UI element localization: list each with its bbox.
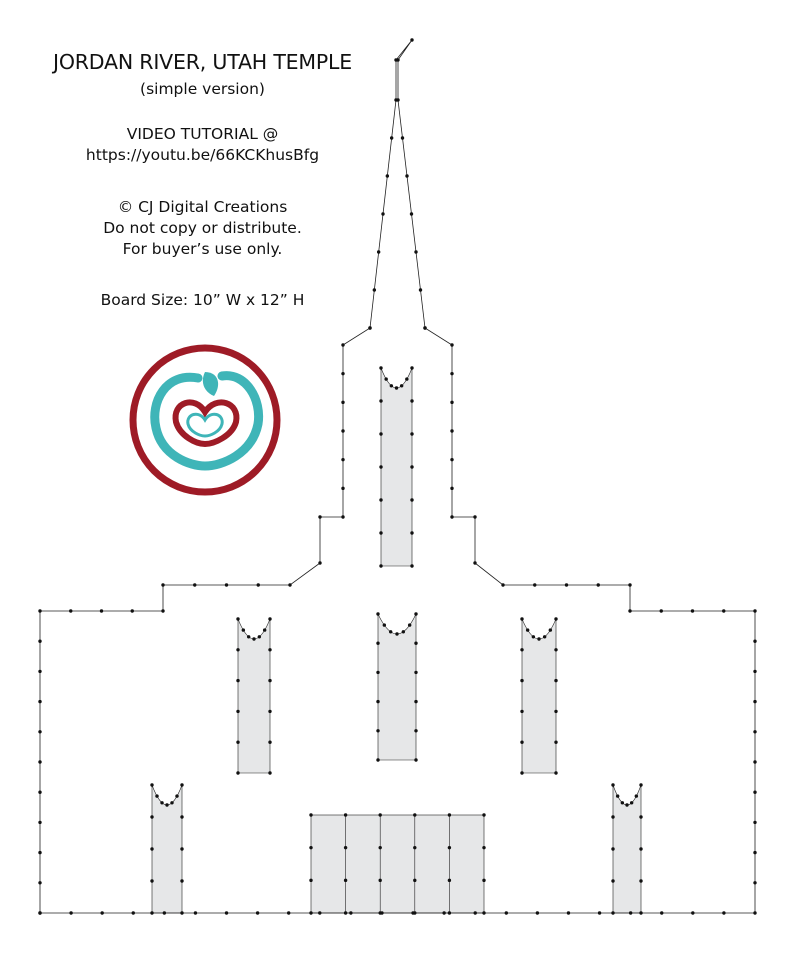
nail-point — [341, 458, 344, 461]
nail-point — [753, 700, 756, 703]
nail-point — [549, 628, 552, 631]
nail-point — [344, 846, 347, 849]
nail-point — [532, 635, 535, 638]
nail-point — [268, 771, 271, 774]
nail-point — [165, 803, 168, 806]
nail-point — [38, 609, 41, 612]
entrance-doors-panel — [311, 815, 484, 913]
nail-point — [448, 846, 451, 849]
nail-point — [611, 911, 614, 914]
nail-point — [379, 366, 382, 369]
nail-point — [318, 561, 321, 564]
left-window-panel — [238, 619, 270, 773]
nail-point — [448, 879, 451, 882]
nail-point — [628, 609, 631, 612]
nail-point — [384, 377, 387, 380]
nail-point — [38, 851, 41, 854]
nail-point — [344, 813, 347, 816]
nail-point — [288, 583, 291, 586]
nail-point — [386, 174, 389, 177]
nail-point — [381, 212, 384, 215]
nail-point — [163, 911, 166, 914]
nail-point — [630, 801, 633, 804]
nail-point — [309, 846, 312, 849]
nail-point — [533, 583, 536, 586]
nail-point — [414, 700, 417, 703]
nail-point — [38, 760, 41, 763]
nail-point — [194, 911, 197, 914]
nail-point — [376, 729, 379, 732]
nail-point — [536, 911, 539, 914]
nail-point — [482, 813, 485, 816]
nail-point — [520, 679, 523, 682]
nail-point — [379, 564, 382, 567]
nail-point — [413, 846, 416, 849]
nail-point — [175, 794, 178, 797]
nail-point — [405, 174, 408, 177]
nail-point — [247, 635, 250, 638]
nail-point — [450, 372, 453, 375]
nail-point — [236, 771, 239, 774]
cj-digital-creations-logo-icon — [133, 348, 277, 492]
nail-point — [242, 628, 245, 631]
nail-point — [520, 648, 523, 651]
logo-inner-heart — [188, 414, 222, 436]
nail-point — [236, 741, 239, 744]
nail-point — [408, 623, 411, 626]
nail-point — [520, 710, 523, 713]
nail-point — [268, 710, 271, 713]
nail-point — [38, 881, 41, 884]
nail-point — [150, 911, 153, 914]
nail-point — [161, 609, 164, 612]
nail-point — [390, 136, 393, 139]
nail-point — [309, 911, 312, 914]
nail-point — [410, 564, 413, 567]
nail-point — [376, 612, 379, 615]
nail-point — [639, 815, 642, 818]
nail-point — [379, 498, 382, 501]
nail-point — [414, 642, 417, 645]
nail-point — [691, 911, 694, 914]
nail-point — [263, 628, 266, 631]
nail-point — [236, 679, 239, 682]
nail-point — [621, 801, 624, 804]
nail-point — [520, 617, 523, 620]
nail-point — [379, 879, 382, 882]
nail-point — [473, 515, 476, 518]
nail-point — [349, 911, 352, 914]
nail-point — [150, 783, 153, 786]
logo-teal-leaf — [203, 372, 218, 396]
nail-point — [448, 911, 451, 914]
nail-point — [442, 911, 445, 914]
nail-point — [236, 710, 239, 713]
nail-point — [474, 911, 477, 914]
nail-point — [629, 911, 632, 914]
nail-point — [376, 758, 379, 761]
nail-point — [180, 879, 183, 882]
nail-point — [379, 432, 382, 435]
nail-point — [639, 879, 642, 882]
tutorial-label: VIDEO TUTORIAL @ — [126, 125, 279, 143]
nail-point — [526, 628, 529, 631]
nail-point — [383, 623, 386, 626]
nail-point — [413, 813, 416, 816]
nail-point — [554, 617, 557, 620]
nail-point — [309, 813, 312, 816]
nail-point — [410, 531, 413, 534]
nail-point — [639, 847, 642, 850]
nail-point — [161, 583, 164, 586]
nail-point — [414, 758, 417, 761]
nail-point — [252, 637, 255, 640]
nail-point — [131, 609, 134, 612]
nail-point — [722, 911, 725, 914]
copyright-text: © CJ Digital Creations — [117, 198, 288, 216]
nail-point — [410, 498, 413, 501]
nail-point — [660, 609, 663, 612]
nail-point — [482, 911, 485, 914]
nail-point — [38, 911, 41, 914]
nail-point — [396, 58, 399, 61]
nail-point — [69, 911, 72, 914]
nail-point — [318, 515, 321, 518]
nail-point — [256, 911, 259, 914]
nail-point — [180, 783, 183, 786]
nail-point — [180, 815, 183, 818]
tower-window-panel — [381, 368, 412, 566]
nail-point — [318, 911, 321, 914]
nail-point — [379, 813, 382, 816]
nail-point — [376, 671, 379, 674]
nail-point — [611, 783, 614, 786]
nail-point — [660, 911, 663, 914]
nail-point — [611, 879, 614, 882]
nail-point — [395, 386, 398, 389]
nail-point — [639, 911, 642, 914]
nail-point — [150, 847, 153, 850]
nail-point — [132, 911, 135, 914]
nail-point — [376, 700, 379, 703]
nail-point — [554, 679, 557, 682]
nail-point — [396, 98, 399, 101]
nail-point — [753, 911, 756, 914]
nail-point — [377, 250, 380, 253]
nail-point — [344, 911, 347, 914]
nail-point — [402, 630, 405, 633]
nail-point — [389, 630, 392, 633]
nail-point — [69, 609, 72, 612]
nail-point — [753, 609, 756, 612]
page-subtitle: (simple version) — [140, 80, 265, 98]
nail-point — [410, 38, 413, 41]
logo-red-heart — [176, 402, 237, 444]
nail-point — [268, 741, 271, 744]
nail-point — [753, 760, 756, 763]
nail-point — [753, 640, 756, 643]
nail-point — [309, 879, 312, 882]
nail-point — [628, 583, 631, 586]
nail-point — [341, 372, 344, 375]
nail-point — [501, 583, 504, 586]
nail-point — [419, 288, 422, 291]
nail-point — [268, 617, 271, 620]
nail-point — [38, 700, 41, 703]
nail-point — [180, 847, 183, 850]
nail-point — [691, 609, 694, 612]
nail-point — [554, 710, 557, 713]
nail-point — [376, 642, 379, 645]
board-size-text: Board Size: 10” W x 12” H — [100, 291, 305, 309]
nail-point — [100, 911, 103, 914]
nail-point — [450, 458, 453, 461]
nail-point — [410, 432, 413, 435]
nail-point — [258, 635, 261, 638]
nail-point — [410, 212, 413, 215]
nail-point — [100, 609, 103, 612]
nail-point — [38, 821, 41, 824]
nail-point — [170, 801, 173, 804]
nail-point — [753, 881, 756, 884]
nail-point — [554, 741, 557, 744]
nail-point — [410, 366, 413, 369]
nail-point — [341, 401, 344, 404]
nail-point — [450, 515, 453, 518]
nail-point — [341, 487, 344, 490]
nail-point — [753, 730, 756, 733]
nail-point — [753, 791, 756, 794]
nail-point — [473, 561, 476, 564]
nail-point — [565, 583, 568, 586]
nail-point — [344, 879, 347, 882]
nail-point — [410, 399, 413, 402]
nail-point — [379, 531, 382, 534]
nail-point — [450, 343, 453, 346]
nail-point — [482, 846, 485, 849]
nail-point — [341, 429, 344, 432]
nail-point — [287, 911, 290, 914]
nail-point — [341, 343, 344, 346]
nail-point — [611, 847, 614, 850]
nail-point — [268, 679, 271, 682]
nail-point — [448, 813, 451, 816]
nail-point — [635, 794, 638, 797]
nail-point — [520, 741, 523, 744]
nail-point — [753, 821, 756, 824]
tutorial-url: https://youtu.be/66KCKhusBfg — [85, 146, 320, 164]
nail-point — [413, 911, 416, 914]
nail-point — [225, 583, 228, 586]
center-window-panel — [378, 614, 416, 760]
nail-point — [598, 911, 601, 914]
nail-point — [401, 136, 404, 139]
notice-use: For buyer’s use only. — [122, 240, 283, 258]
nail-point — [753, 851, 756, 854]
nail-point — [38, 730, 41, 733]
nail-point — [450, 429, 453, 432]
nail-point — [373, 288, 376, 291]
notice-copy: Do not copy or distribute. — [103, 219, 302, 237]
nail-point — [567, 911, 570, 914]
nail-point — [390, 384, 393, 387]
nail-point — [414, 612, 417, 615]
nail-point — [38, 640, 41, 643]
nail-point — [414, 729, 417, 732]
nail-point — [379, 846, 382, 849]
nail-point — [379, 911, 382, 914]
nail-point — [414, 671, 417, 674]
nail-point — [236, 648, 239, 651]
nail-point — [268, 648, 271, 651]
nail-point — [543, 635, 546, 638]
nail-point — [413, 879, 416, 882]
nail-point — [482, 879, 485, 882]
nail-point — [410, 465, 413, 468]
nail-point — [400, 384, 403, 387]
nail-point — [155, 794, 158, 797]
window-panels — [152, 368, 641, 913]
nail-point — [341, 515, 344, 518]
nail-point — [395, 632, 398, 635]
nail-point — [554, 648, 557, 651]
nail-point — [414, 250, 417, 253]
nail-point — [616, 794, 619, 797]
nail-point — [236, 617, 239, 620]
nail-point — [611, 815, 614, 818]
nail-point — [520, 771, 523, 774]
nail-point — [450, 487, 453, 490]
nail-point — [38, 670, 41, 673]
nail-point — [625, 803, 628, 806]
nail-point — [554, 771, 557, 774]
nail-point — [160, 801, 163, 804]
nail-point — [722, 609, 725, 612]
nail-point — [368, 326, 371, 329]
nail-point — [38, 791, 41, 794]
nail-point — [150, 815, 153, 818]
nail-point — [423, 326, 426, 329]
nail-point — [639, 783, 642, 786]
nail-point — [405, 377, 408, 380]
nail-point — [597, 583, 600, 586]
nail-point — [150, 879, 153, 882]
nail-point — [193, 583, 196, 586]
nail-point — [753, 670, 756, 673]
page-title: JORDAN RIVER, UTAH TEMPLE — [52, 50, 353, 74]
nail-point — [505, 911, 508, 914]
nail-point — [537, 637, 540, 640]
nail-point — [180, 911, 183, 914]
nail-point — [225, 911, 228, 914]
nail-point — [450, 401, 453, 404]
nail-point — [379, 465, 382, 468]
nail-point — [257, 583, 260, 586]
right-window-panel — [522, 619, 556, 773]
nail-point — [379, 399, 382, 402]
